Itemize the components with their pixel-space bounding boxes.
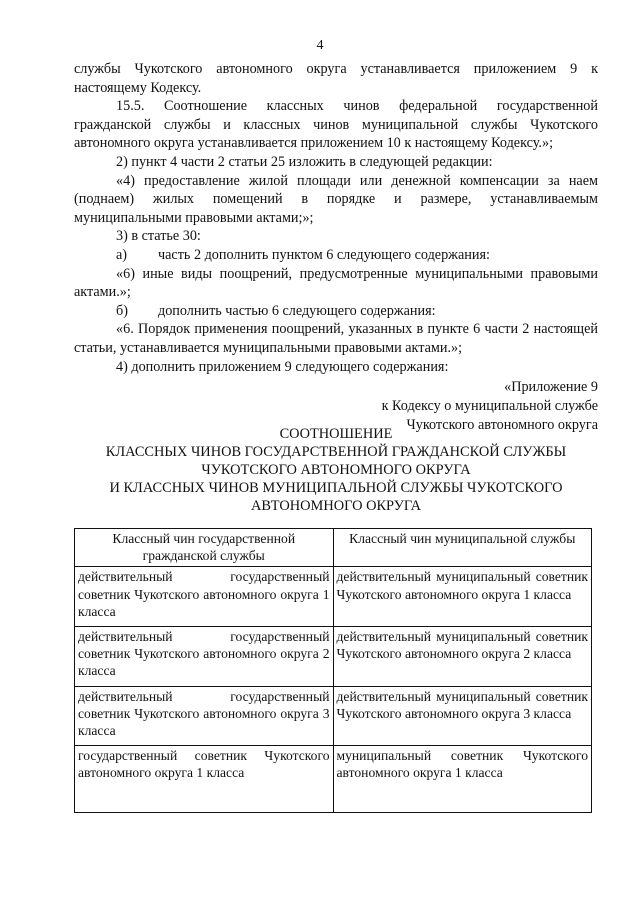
subitem-a-text: часть 2 дополнить пунктом 6 следующего содержания: — [158, 246, 490, 263]
paragraph-9: «6. Порядок применения поощрений, указанных в пункте 6 части 2 настоящей статьи, устанавливается муниципальными правовыми актами.»; — [74, 321, 598, 356]
appendix-line-1: «Приложение 9 — [504, 379, 598, 396]
subitem-a-marker: а) — [116, 246, 128, 263]
page-number: 4 — [316, 38, 324, 53]
table-cell: действительный муниципальный советник Чукотского автономного округа 3 класса — [333, 686, 592, 746]
paragraph-2: 15.5. Соотношение классных чинов федеральной государственной гражданской службы и классных чинов муниципальной службы Чукотского автономного округа устанавливается приложением 10 к настоящему Кодексу.»; — [74, 98, 598, 152]
document-title — [74, 425, 598, 515]
table-row — [75, 686, 592, 746]
table-row — [75, 567, 592, 627]
table-header-cell: Классный чин муниципальной службы — [333, 529, 592, 567]
table-header-cell: Классный чин государственной гражданской службы — [75, 529, 334, 567]
paragraph-1: службы Чукотского автономного округа устанавливается приложением 9 к настоящему Кодексу. — [74, 61, 598, 96]
table-header-row — [75, 529, 592, 567]
title-line-4: И КЛАССНЫХ ЧИНОВ МУНИЦИПАЛЬНОЙ СЛУЖБЫ ЧУКОТСКОГО — [109, 480, 563, 496]
subitem-b-marker: б) — [116, 302, 128, 319]
paragraph-10: 4) дополнить приложением 9 следующего содержания: — [116, 358, 449, 375]
subitem-b — [74, 302, 598, 321]
table-cell: действительный государственный советник Чукотского автономного округа 2 класса — [75, 627, 334, 687]
paragraph-3: 2) пункт 4 части 2 статьи 25 изложить в следующей редакции: — [116, 153, 493, 170]
paragraph-5: 3) в статье 30: — [116, 228, 201, 245]
table-cell: государственный советник Чукотского автономного округа 1 класса — [75, 746, 334, 812]
paragraph-7: «6) иные виды поощрений, предусмотренные муниципальными правовыми актами.»; — [74, 265, 598, 301]
ranks-table — [74, 528, 592, 813]
title-line-5: АВТОНОМНОГО ОКРУГА — [250, 498, 422, 514]
appendix-line-3: Чукотского автономного округа — [406, 417, 598, 434]
subitem-b-text: дополнить частью 6 следующего содержания: — [158, 302, 436, 319]
table-cell: действительный государственный советник Чукотского автономного округа 1 класса — [75, 567, 334, 627]
subitem-a — [74, 246, 598, 265]
table-cell: действительный муниципальный советник Чукотского автономного округа 1 класса — [333, 567, 592, 627]
title-line-1: СООТНОШЕНИЕ — [279, 426, 393, 442]
table-cell: действительный государственный советник Чукотского автономного округа 3 класса — [75, 686, 334, 746]
body-text — [74, 60, 598, 435]
title-line-2: КЛАССНЫХ ЧИНОВ ГОСУДАРСТВЕННОЙ ГРАЖДАНСКОЙ СЛУЖБЫ — [105, 444, 567, 460]
table-row — [75, 746, 592, 812]
table-row — [75, 627, 592, 687]
title-line-3: ЧУКОТСКОГО АВТОНОМНОГО ОКРУГА — [201, 462, 471, 478]
table-cell: действительный муниципальный советник Чукотского автономного округа 2 класса — [333, 627, 592, 687]
table-cell: муниципальный советник Чукотского автономного округа 1 класса — [333, 746, 592, 812]
paragraph-4: «4) предоставление жилой площади или денежной компенсации за наем (поднаем) жилых помещений в порядке и размере, устанавливаемым муниципальными правовыми актами;»; — [74, 172, 598, 226]
appendix-line-2: к Кодексу о муниципальной службе — [381, 398, 598, 415]
